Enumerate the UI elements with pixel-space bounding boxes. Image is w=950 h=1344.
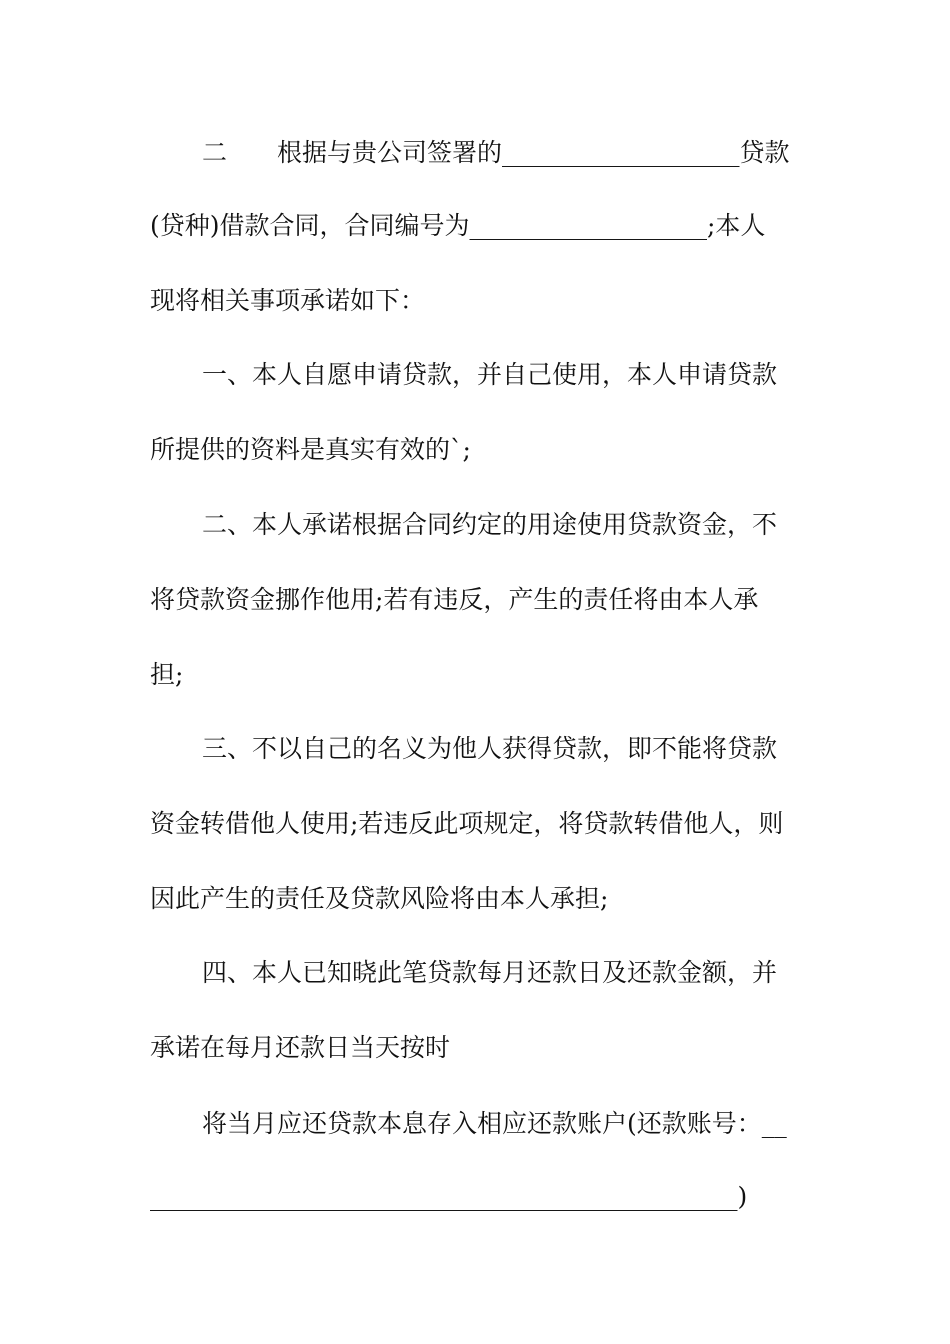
- clause-3-line-1: 三、不以自己的名义为他人获得贷款，即不能将贷款: [202, 734, 778, 763]
- clause-4-line-1: 四、本人已知晓此笔贷款每月还款日及还款金额，并: [202, 958, 778, 987]
- repayment-line-2: _______________________________________________): [150, 1182, 748, 1211]
- clause-4-line-2: 承诺在每月还款日当天按时: [150, 1033, 451, 1062]
- repayment-line-1: 将当月应还贷款本息存入相应还款账户(还款账号：__: [202, 1109, 787, 1138]
- clause-3-line-2: 资金转借他人使用;若违反此项规定，将贷款转借他人，则: [150, 809, 784, 838]
- clause-1-line-1: 一、本人自愿申请贷款，并自己使用，本人申请贷款: [202, 360, 778, 389]
- clause-2-line-1: 二、本人承诺根据合同约定的用途使用贷款资金，不: [202, 510, 778, 539]
- clause-2-line-2: 将贷款资金挪作他用;若有违反，产生的责任将由本人承: [150, 585, 759, 614]
- clause-3-line-3: 因此产生的责任及贷款风险将由本人承担;: [150, 884, 609, 913]
- paragraph-intro-line-3: 现将相关事项承诺如下：: [150, 286, 426, 315]
- paragraph-intro-line-1: 二 根据与贵公司签署的___________________贷款: [202, 138, 790, 167]
- clause-1-line-2: 所提供的资料是真实有效的`;: [150, 435, 471, 464]
- paragraph-intro-line-2: (贷种)借款合同，合同编号为___________________;本人: [150, 211, 766, 240]
- clause-2-line-3: 担;: [150, 660, 184, 689]
